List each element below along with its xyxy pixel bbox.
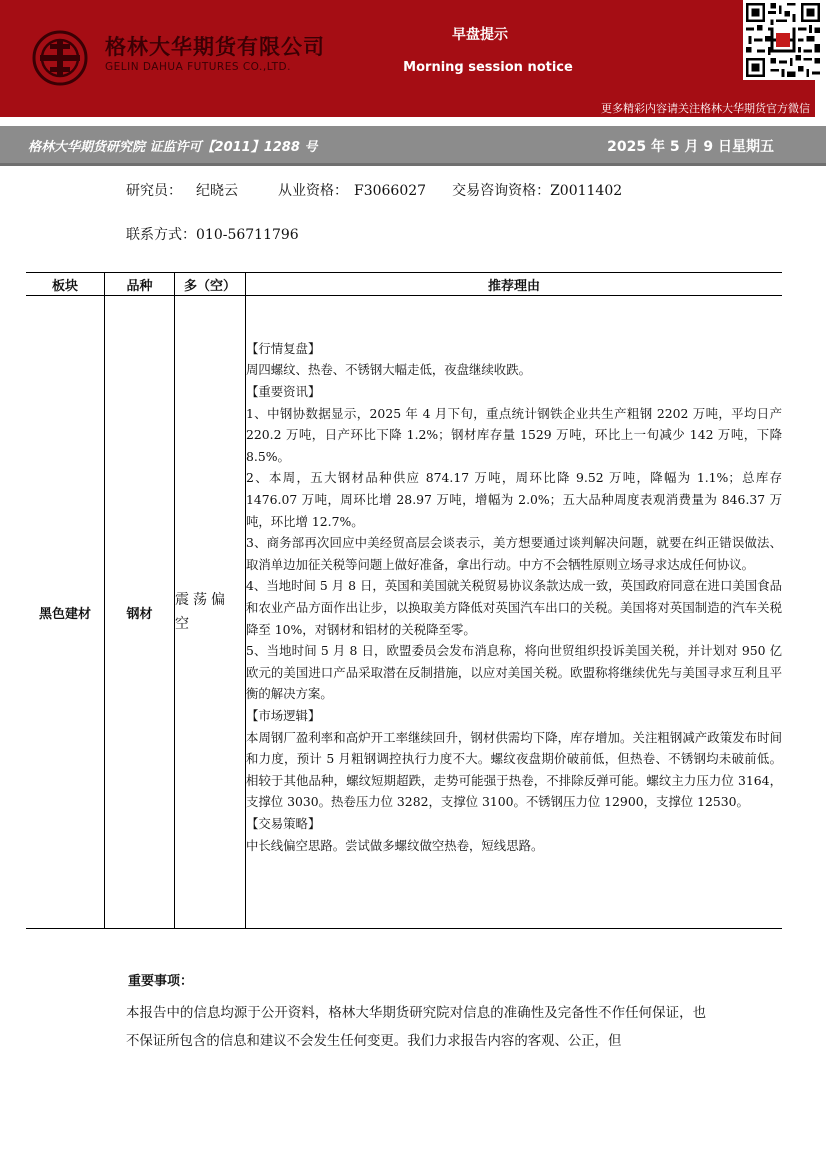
- consult-number: Z0011402: [550, 183, 623, 199]
- reason-paragraph: 本周钢厂盈利率和高炉开工率继续回升，钢材供需均下降，库存增加。关注粗钢减产政策发布时间和力度，预计 5 月粗钢调控执行力度不大。螺纹夜盘期价破前低，但热卷、不锈钢均未破前低。相较于其他品种，螺纹短期超跌，走势可能强于热卷，不排除反弹可能。螺纹主力压力位 3164，支撑位 3030。热卷压力位 3282，支撑位 3100。不锈钢压力位 12900，支撑位 12530。: [246, 729, 782, 810]
- notice-body: 本报告中的信息均源于公开资料，格林大华期货研究院对信息的准确性及完备性不作任何保证，也不保证所包含的信息和建议不会发生任何变更。我们力求报告内容的客观、公正，但: [126, 1006, 706, 1049]
- reason-text: [246, 338, 782, 856]
- reason-paragraph: 3、商务部再次回应中美经贸高层会谈表示，美方想要通过谈判解决问题，就要在纠正错误做法、取消单边加征关税等问题上做好准备，拿出行动。中方不会牺牲原则立场寻求达成任何协议。: [246, 535, 782, 572]
- table-header-row: [26, 273, 782, 296]
- reason-paragraph: 2、本周，五大钢材品种供应 874.17 万吨，周环比降 9.52 万吨，降幅为 1.1%；总库存 1476.07 万吨，周环比增 28.97 万吨，增幅为 2.0%；五大品种周度表观消费量为 846.37 万吨，环比增 12.7%。: [246, 470, 782, 529]
- table-row: [26, 296, 782, 929]
- header-variety: 品种: [105, 273, 175, 296]
- reason-paragraph: 1、中钢协数据显示，2025 年 4 月下旬，重点统计钢铁企业共生产粗钢 2202 万吨，平均日产 220.2 万吨，日产环比下降 1.2%；钢材库存量 1529 万吨，环比上一旬减少 142 万吨，下降 8.5%。: [246, 405, 782, 464]
- reason-paragraph: 【重要资讯】: [246, 384, 321, 400]
- sector-cell: 黑色建材: [26, 296, 105, 929]
- institute-license: 格林大华期货研究院 证监许可【2011】1288 号: [28, 140, 318, 155]
- contact-phone: 010-56711796: [196, 227, 299, 243]
- direction-cell: 震荡偏空: [175, 296, 246, 929]
- contact-label: 联系方式：: [126, 227, 196, 243]
- consult-label: 交易咨询资格：: [452, 183, 551, 199]
- researcher-info: [126, 180, 622, 200]
- recommendation-table: [26, 272, 782, 929]
- wechat-follow-note: 更多精彩内容请关注格林大华期货官方微信: [601, 102, 810, 115]
- variety-cell: 钢材: [105, 296, 175, 929]
- header-direction: 多（空）: [175, 273, 246, 296]
- header-sector: 板块: [26, 273, 105, 296]
- reason-cell: [246, 296, 783, 929]
- company-name-cn: 格林大华期货有限公司: [105, 35, 325, 59]
- reason-paragraph: 中长线偏空思路。尝试做多螺纹做空热卷，短线思路。: [246, 837, 544, 853]
- reason-paragraph: 5、当地时间 5 月 8 日，欧盟委员会发布消息称，将向世贸组织投诉美国关税，并计划对 950 亿欧元的美国进口产品采取潜在反制措施，以应对美国关税。欧盟称将继续优先与美国寻求互利且平衡的解决方案。: [246, 643, 782, 702]
- researcher-name: 纪晓云: [196, 183, 238, 199]
- reason-paragraph: 周四螺纹、热卷、不锈钢大幅走低，夜盘继续收跌。: [246, 362, 531, 378]
- qualification-label: 从业资格：: [278, 183, 348, 199]
- reason-paragraph: 【行情复盘】: [246, 340, 321, 356]
- report-title-cn: 早盘提示: [452, 27, 508, 43]
- qualification-number: F3066027: [354, 183, 427, 199]
- wechat-qr-code-icon: [743, 0, 823, 80]
- reason-paragraph: 【市场逻辑】: [246, 707, 321, 723]
- company-name-en: GELIN DAHUA FUTURES CO.,LTD.: [105, 61, 291, 73]
- header-reason: 推荐理由: [246, 273, 783, 296]
- reason-paragraph: 【交易策略】: [246, 815, 321, 831]
- contact-info: [126, 224, 299, 244]
- notice-title: 重要事项：: [128, 974, 194, 989]
- reason-paragraph: 4、当地时间 5 月 8 日，英国和美国就关税贸易协议条款达成一致，英国政府同意在进口美国食品和农业产品方面作出让步，以换取美方降低对英国汽车出口的关税。美国将对英国制造的汽车关税降至 10%，对钢材和铝材的关税降至零。: [246, 578, 782, 637]
- researcher-label: 研究员：: [126, 183, 182, 199]
- report-date: 2025 年 5 月 9 日星期五: [607, 139, 774, 155]
- report-title-en: Morning session notice: [403, 60, 573, 75]
- company-logo: [32, 30, 88, 86]
